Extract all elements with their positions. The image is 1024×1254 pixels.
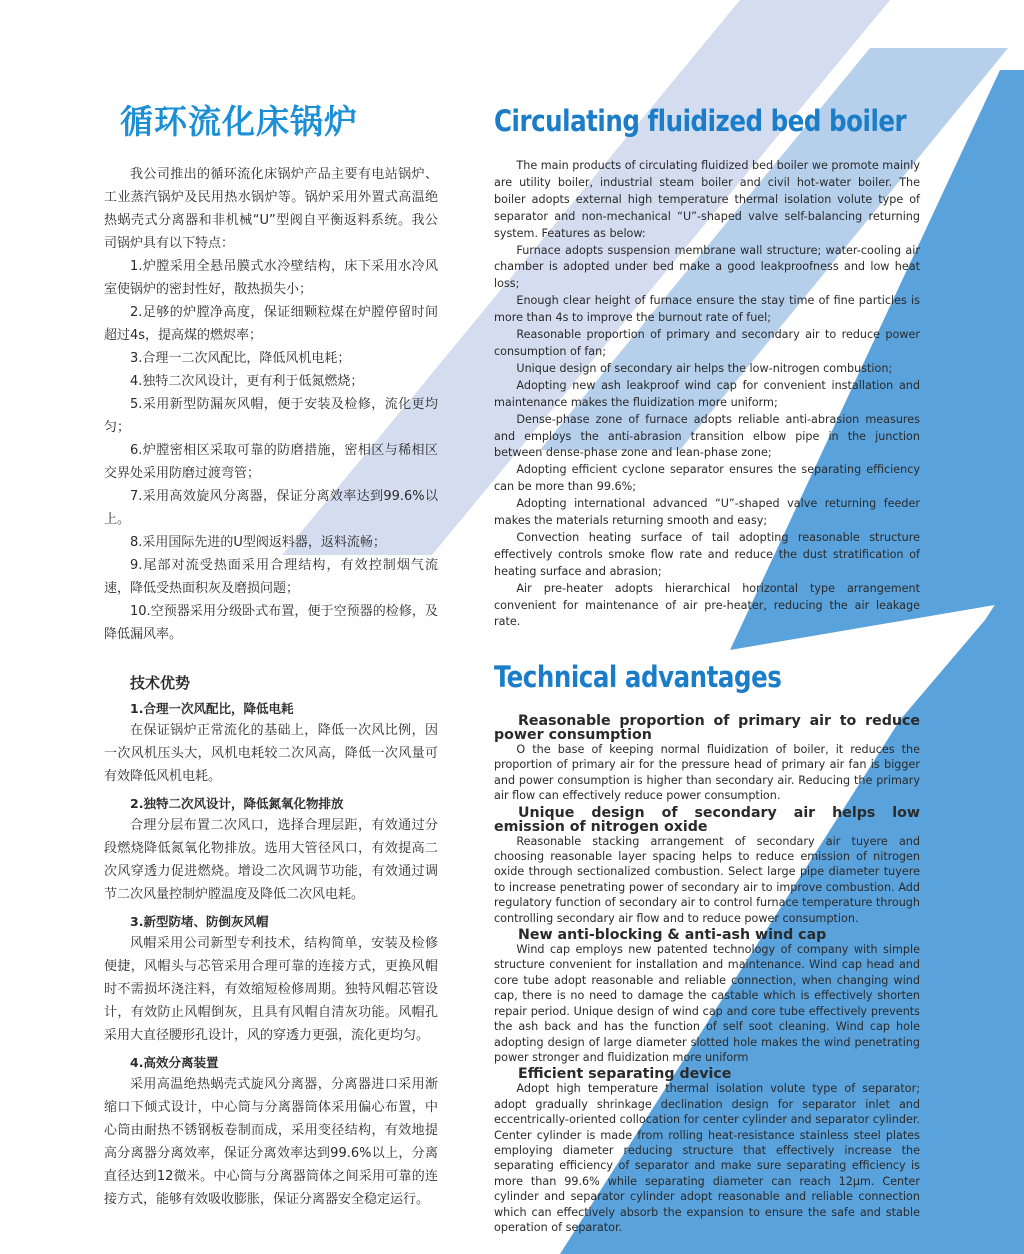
chinese-advantage-heading: 2.独特二次风设计，降低氮氧化物排放: [130, 796, 344, 811]
english-advantage-text: Reasonable stacking arrangement of secondary air tuyere and choosing reasonable layer spacing helps to reduce emission of nitrogen oxide through sectionalized combustion. Select large pipe diameter tuyere to increase penetrating power of secondary air to improve combustion. Add regulatory function of secondary air to control furnace temperature through controlling secondary air flow and to reduce power consumption.: [494, 834, 920, 925]
chinese-advantages-section: [104, 672, 438, 1211]
chinese-feature-item: 10.空预器采用分级卧式布置，便于空预器的检修，及降低漏风率。: [104, 604, 438, 642]
english-feature-item: Adopting efficient cyclone separator ensures the separating efficiency can be more than 99.6%;: [494, 463, 920, 494]
chinese-advantage-text: 合理分层布置二次风口，选择合理层距，有效通过分段燃烧降低氮氧化物排放。选用大管径风口，有效提高二次风穿透力促进燃烧。增设二次风调节功能，有效通过调节二次风量控制炉膛温度及降低二次风电耗。: [104, 818, 438, 902]
chinese-feature-item: 9.尾部对流受热面采用合理结构，有效控制烟气流速，降低受热面积灰及磨损问题；: [104, 558, 438, 596]
english-advantage-heading: New anti-blocking & anti-ash wind cap: [518, 927, 827, 944]
chinese-feature-item: 7.采用高效旋风分离器，保证分离效率达到99.6%以上。: [104, 489, 438, 527]
chinese-feature-item: 4.独特二次风设计，更有利于低氮燃烧；: [130, 374, 364, 389]
english-feature-item: Furnace adopts suspension membrane wall structure; water-cooling air chamber is adopted under bed make a good leakproofness and low heat loss;: [494, 243, 920, 291]
english-feature-item: Enough clear height of furnace ensure the stay time of fine particles is more than 4s to improve the burnout rate of fuel;: [494, 294, 920, 325]
english-feature-item: Air pre-heater adopts hierarchical horizontal type arrangement convenient for maintenance of air pre-heater, reducing the air leakage rate.: [494, 581, 920, 629]
chinese-title: 循环流化床锅炉: [120, 102, 358, 141]
english-feature-item: Adopting new ash leakproof wind cap for convenient installation and maintenance makes the fluidization more uniform;: [494, 378, 920, 409]
english-advantage-text: Adopt high temperature thermal isolation volute type of separator; adopt gradually shrinkage declination design for separator inlet and eccentrically-oriented collocation for center cylinder and separator cylinder. Center cylinder is made from rolling heat-resistance stainless steel plates employing diameter reducing structure that effectively increase the separating efficiency of separator and make sure separating efficiency is more than 99.6% while separating diameter can reach 12μm. Center cylinder and separator cylinder adopt reasonable and reliable connection which can effectively absorb the expansion to ensure the safe and stable operation of separator.: [494, 1082, 920, 1234]
chinese-intro-section: [104, 96, 438, 646]
chinese-advantage-heading: 1.合理一次风配比，降低电耗: [130, 701, 294, 716]
english-advantage-heading: Efficient separating device: [518, 1066, 732, 1083]
english-advantage-heading: Unique design of secondary air helps low emission of nitrogen oxide: [494, 804, 920, 835]
english-advantage-heading: Reasonable proportion of primary air to reduce power consumption: [494, 713, 920, 743]
english-feature-item: Adopting international advanced “U”-shaped valve returning feeder makes the materials returning smooth and easy;: [494, 497, 920, 528]
chinese-advantage-text: 采用高温绝热蜗壳式旋风分离器，分离器进口采用渐缩口下倾式设计，中心筒与分离器筒体采用偏心布置，中心筒由耐热不锈钢板卷制而成，采用变径结构，有效地提高分离器分离效率，保证分离效率达到99.6%以上，分离直径达到12微米。中心筒与分离器筒体之间采用可靠的连接方式，能够有效吸收膨胀，保证分离器安全稳定运行。: [104, 1077, 438, 1207]
english-intro-text: [494, 158, 920, 631]
english-feature-item: Dense-phase zone of furnace adopts reliable anti-abrasion measures and employs the anti-abrasion transition elbow pipe in the junction between dense-phase zone and lean-phase zone;: [494, 412, 920, 460]
chinese-feature-item: 3.合理一二次风配比，降低风机电耗；: [130, 351, 351, 366]
english-advantages-heading: Technical advantages: [494, 660, 782, 694]
chinese-intro-text: [104, 163, 438, 646]
english-intro-paragraph: The main products of circulating fluidized bed boiler we promote mainly are utility boiler, industrial steam boiler and civil hot-water boiler. The boiler adopts external high temperature thermal isolation volute type of separator and non-mechanical “U”-shaped valve self-balancing returning system. Features as below:: [494, 159, 920, 240]
chinese-advantage-heading: 4.高效分离装置: [130, 1055, 219, 1070]
chinese-feature-item: 8.采用国际先进的U型阀返料器，返料流畅；: [130, 535, 386, 550]
english-advantage-text: O the base of keeping normal fluidization of boiler, it reduces the proportion of primary air for the pressure head of primary air fan is bigger and power consumption is higher than secondary air. Reducing the primary air flow can effectively reduce power consumption.: [494, 743, 920, 803]
english-advantage-text: Wind cap employs new patented technology of company with simple structure convenient for installation and maintenance. Wind cap head and core tube adopt reasonable and reliable connection, when changing wind cap, there is no need to damage the castable which is effectively shorten repair period. Unique design of wind cap and core tube effectively prevents the ash back and has the function of self soot cleaning. Wind cap hole adopting design of large diameter slotted hole makes the wind penetrating power stronger and fluidization more uniform: [494, 943, 920, 1064]
english-feature-item: Unique design of secondary air helps the low-nitrogen combustion;: [516, 361, 893, 375]
chinese-advantages-list: [104, 699, 438, 1211]
english-advantages-list: [494, 714, 920, 1235]
chinese-advantage-text: 风帽采用公司新型专利技术，结构简单，安装及检修便捷，风帽头与芯管采用合理可靠的连接方式，更换风帽时不需损坏浇注料，有效缩短检修周期。独特风帽芯管设计，有效防止风帽倒灰，且具有风帽自清灰功能。风帽孔采用大直径腰形孔设计，风的穿透力更强，流化更均匀。: [104, 936, 438, 1043]
chinese-feature-item: 5.采用新型防漏灰风帽，便于安装及检修，流化更均匀；: [104, 397, 438, 435]
chinese-feature-item: 6.炉膛密相区采取可靠的防磨措施，密相区与稀相区交界处采用防磨过渡弯管；: [104, 443, 438, 481]
chinese-advantages-heading: 技术优势: [130, 674, 191, 692]
chinese-feature-item: 1.炉膛采用全悬吊膜式水冷壁结构，床下采用水冷风室使锅炉的密封性好，散热损失小；: [104, 259, 438, 297]
chinese-feature-item: 2.足够的炉膛净高度，保证细颗粒煤在炉膛停留时间超过4s，提高煤的燃烬率；: [104, 305, 438, 343]
english-advantages-section: [494, 660, 920, 1235]
english-feature-item: Reasonable proportion of primary and secondary air to reduce power consumption of fan;: [494, 328, 920, 358]
english-intro-section: [494, 104, 920, 631]
chinese-intro-paragraph: 我公司推出的循环流化床锅炉产品主要有电站锅炉、工业蒸汽锅炉及民用热水锅炉等。锅炉采用外置式高温绝热蜗壳式分离器和非机械“U”型阀自平衡返料系统。我公司锅炉具有以下特点：: [104, 167, 438, 251]
chinese-advantage-heading: 3.新型防堵、防倒灰风帽: [130, 914, 269, 929]
english-feature-item: Convection heating surface of tail adopting reasonable structure effectively controls smoke flow rate and reduce the dust stratification of heating surface and abrasion;: [494, 530, 920, 578]
english-title: Circulating fluidized bed boiler: [494, 104, 907, 138]
chinese-advantage-text: 在保证锅炉正常流化的基础上，降低一次风比例，因一次风机压头大，风机电耗较二次风高，降低一次风量可有效降低风机电耗。: [104, 723, 438, 784]
